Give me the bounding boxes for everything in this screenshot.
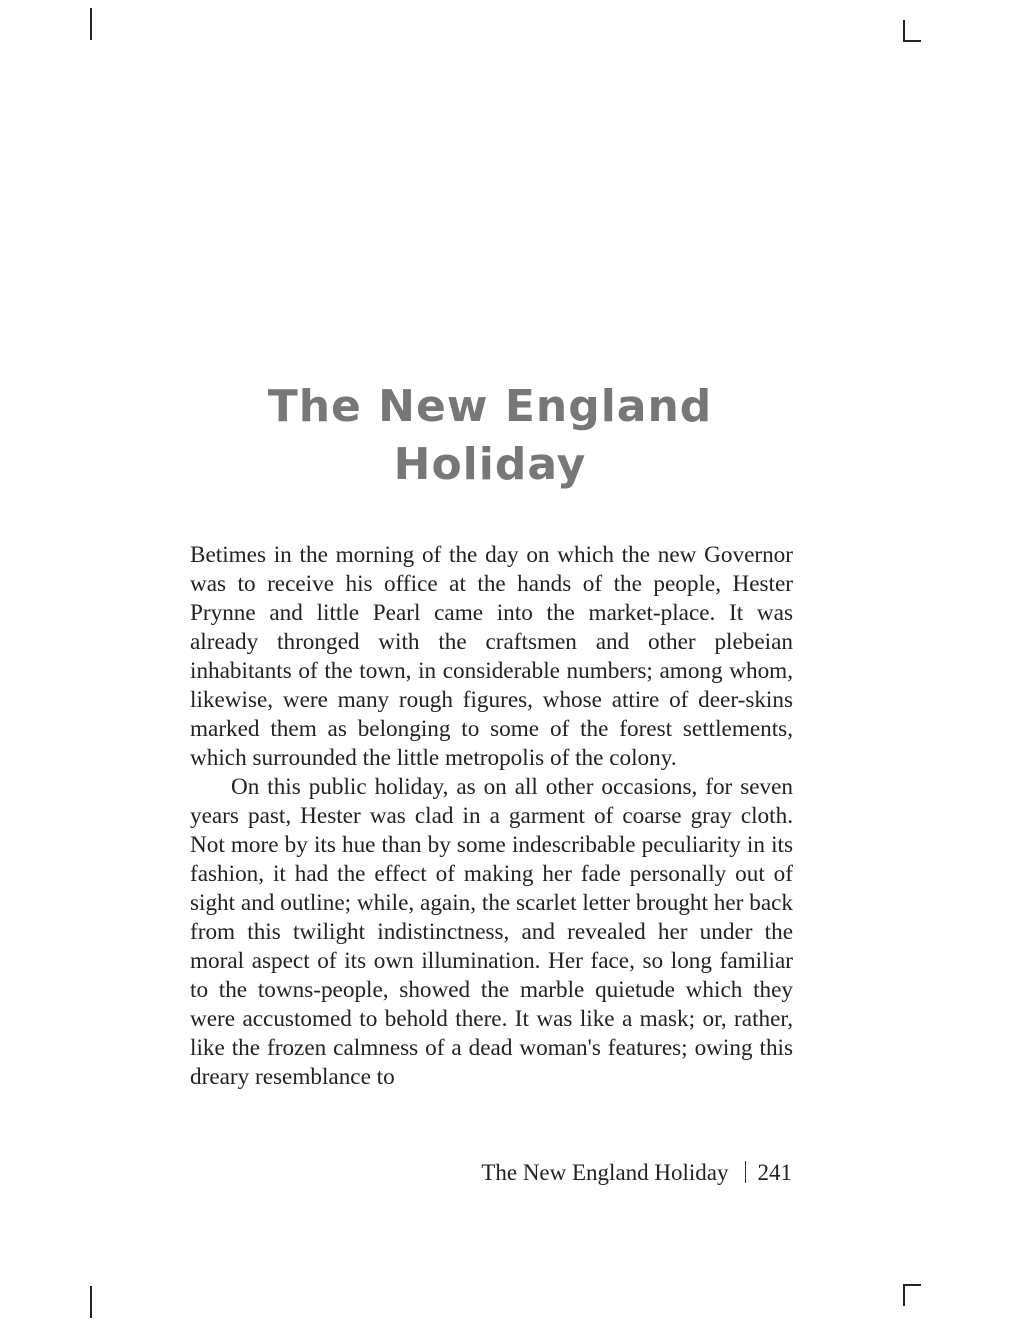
crop-mark-bottom-left: [90, 1286, 92, 1318]
crop-mark-top-right-horizontal: [903, 40, 921, 42]
crop-mark-bottom-right-horizontal: [903, 1284, 921, 1286]
chapter-body: [190, 541, 793, 1092]
page-footer: [481, 1158, 792, 1188]
paragraph-2: On this public holiday, as on all other occasions, for seven years past, Hester was clad in a garment of coarse gray cloth. Not more by its hue than by some indescribable peculiarity in its fashion, it had the effect of making her fade personally out of sight and outline; while, again, the scarlet letter brought her back from this twilight indistinctness, and revealed her under the moral aspect of its own illumination. Her face, so long familiar to the towns-people, showed the marble quietude which they were accustomed to behold there. It was like a mask; or, rather, like the frozen calmness of a dead woman's features; owing this dreary resemblance to: [190, 774, 793, 1090]
footer-separator: [745, 1161, 746, 1183]
crop-mark-top-right-vertical: [903, 20, 905, 42]
chapter-title-line-1: The New England: [267, 381, 713, 432]
chapter-title-line-2: Holiday: [393, 439, 587, 490]
running-title: The New England Holiday: [481, 1160, 729, 1185]
chapter-title: [190, 378, 790, 494]
page-number: 241: [757, 1160, 792, 1185]
crop-mark-bottom-right-vertical: [903, 1284, 905, 1306]
paragraph-1: Betimes in the morning of the day on which the new Governor was to receive his office at the hands of the people, Hester Prynne and little Pearl came into the market-place. It was already thronged with the craftsmen and other plebeian inhabitants of the town, in considerable numbers; among whom, likewise, were many rough figures, whose attire of deer-skins marked them as belonging to some of the forest settlements, which surrounded the little metropolis of the colony.: [190, 542, 793, 771]
crop-mark-top-left: [90, 8, 92, 40]
